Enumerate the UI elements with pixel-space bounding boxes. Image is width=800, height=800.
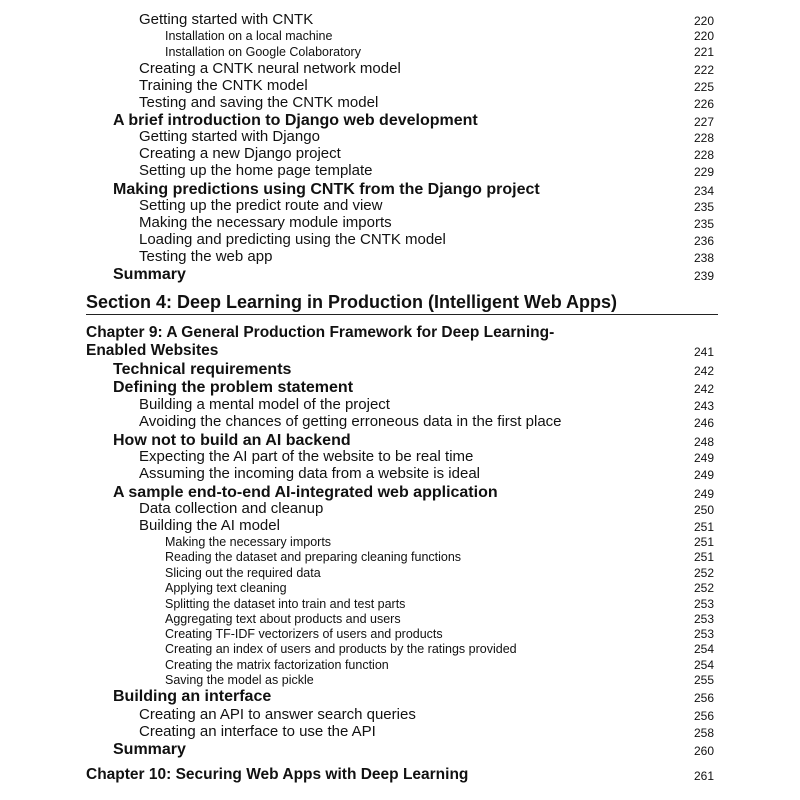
toc-entry-title: A sample end-to-end AI-integrated web application	[113, 484, 498, 501]
toc-entry-page-number: 226	[693, 97, 714, 111]
toc-entry-page-number: 228	[693, 131, 714, 145]
toc-entry-title: Training the CNTK model	[139, 77, 308, 94]
toc-entry-page-number: 251	[693, 550, 714, 564]
toc-entry-title: Saving the model as pickle	[165, 673, 314, 687]
toc-entry-title: Summary	[113, 266, 186, 283]
toc-entry-title: Chapter 9: A General Production Framework for Deep Learning-	[86, 324, 555, 341]
toc-entry-page-number: 251	[693, 520, 714, 534]
toc-entry-title: How not to build an AI backend	[113, 432, 351, 449]
toc-entry-page-number: 255	[693, 673, 714, 687]
toc-entry-page-number: 249	[693, 468, 714, 482]
toc-entry-page-number: 235	[693, 217, 714, 231]
toc-entry-title: Creating an interface to use the API	[139, 723, 376, 740]
toc-entry-page-number: 252	[693, 581, 714, 595]
toc-entry-title: Getting started with Django	[139, 128, 320, 145]
toc-entry-title: Assuming the incoming data from a website is ideal	[139, 465, 481, 482]
toc-entry-title: Slicing out the required data	[165, 566, 321, 580]
toc-entry-title: A brief introduction to Django web development	[113, 112, 478, 129]
toc-entry-title: Getting started with CNTK	[139, 11, 314, 28]
toc-entry-page-number: 242	[693, 382, 714, 396]
toc-entry-page-number: 227	[693, 115, 714, 129]
toc-entry-page-number: 228	[693, 148, 714, 162]
toc-entry-title: Creating the matrix factorization function	[165, 658, 389, 672]
toc-entry-page-number: 234	[693, 184, 714, 198]
toc-entry-title: Creating an index of users and products by the ratings provided	[165, 642, 517, 656]
toc-entry-title: Defining the problem statement	[113, 379, 354, 396]
toc-entry-title: Enabled Websites	[86, 342, 219, 359]
toc-entry-page-number: 249	[693, 487, 714, 501]
toc-entry-title: Installation on a local machine	[165, 29, 333, 43]
toc-entry-page-number: 250	[693, 503, 714, 517]
toc-entry-page-number: 251	[693, 535, 714, 549]
toc-entry-page-number: 243	[693, 399, 714, 413]
toc-entry-page-number: 236	[693, 234, 714, 248]
toc-entry-page-number: 220	[693, 14, 714, 28]
toc-entry-title: Creating a new Django project	[139, 145, 341, 162]
toc-entry-title: Technical requirements	[113, 361, 292, 378]
toc-entry-title: Applying text cleaning	[165, 581, 287, 595]
toc-entry-page-number: 261	[693, 769, 714, 783]
toc-entry-page-number: 258	[693, 726, 714, 740]
toc-entry-page-number: 253	[693, 597, 714, 611]
toc-entry-title: Chapter 10: Securing Web Apps with Deep Learning	[86, 766, 469, 783]
toc-entry-title: Making the necessary imports	[165, 535, 332, 549]
toc-entry-page-number: 221	[693, 45, 714, 59]
toc-entry-title: Setting up the predict route and view	[139, 197, 383, 214]
toc-entry-page-number: 225	[693, 80, 714, 94]
toc-entry-page-number: 260	[693, 744, 714, 758]
toc-entry-page-number: 252	[693, 566, 714, 580]
toc-entry-title: Building a mental model of the project	[139, 396, 390, 413]
toc-entry-page-number: 256	[693, 691, 714, 705]
toc-entry-page-number: 242	[693, 364, 714, 378]
toc-entry-title: Aggregating text about products and users	[165, 612, 401, 626]
toc-entry-page-number: 248	[693, 435, 714, 449]
toc-entry-title: Making predictions using CNTK from the Django project	[113, 181, 540, 198]
toc-entry-page-number: 253	[693, 627, 714, 641]
toc-entry-title: Summary	[113, 741, 186, 758]
toc-entry-title: Installation on Google Colaboratory	[165, 45, 361, 59]
toc-entry-title: Setting up the home page template	[139, 162, 373, 179]
toc-entry-title: Reading the dataset and preparing cleaning functions	[165, 550, 462, 564]
toc-entry-title: Building the AI model	[139, 517, 280, 534]
toc-entry-title: Splitting the dataset into train and test parts	[165, 597, 406, 611]
section-divider	[86, 314, 718, 315]
toc-entry-page-number: 229	[693, 165, 714, 179]
toc-entry-page-number: 222	[693, 63, 714, 77]
toc-entry-title: Testing the web app	[139, 248, 273, 265]
toc-entry-page-number: 238	[693, 251, 714, 265]
toc-entry-page-number: 220	[693, 29, 714, 43]
toc-entry-page-number: 256	[693, 709, 714, 723]
toc-entry-title: Creating an API to answer search queries	[139, 706, 416, 723]
toc-entry-title: Building an interface	[113, 688, 272, 705]
toc-entry-title: Expecting the AI part of the website to be real time	[139, 448, 474, 465]
toc-entry-title: Avoiding the chances of getting erroneous data in the first place	[139, 413, 562, 430]
toc-entry-title: Testing and saving the CNTK model	[139, 94, 379, 111]
toc-entry-page-number: 254	[693, 658, 714, 672]
toc-entry-page-number: 246	[693, 416, 714, 430]
toc-entry-title: Loading and predicting using the CNTK model	[139, 231, 446, 248]
toc-entry-page-number: 249	[693, 451, 714, 465]
toc-entry-title: Making the necessary module imports	[139, 214, 392, 231]
toc-entry-title: Section 4: Deep Learning in Production (Intelligent Web Apps)	[86, 292, 618, 312]
toc-entry-title: Data collection and cleanup	[139, 500, 324, 517]
toc-entry-title: Creating a CNTK neural network model	[139, 60, 401, 77]
toc-entry-page-number: 254	[693, 642, 714, 656]
toc-entry-page-number: 253	[693, 612, 714, 626]
toc-entry-page-number: 239	[693, 269, 714, 283]
toc-entry-page-number: 241	[693, 345, 714, 359]
toc-entry-page-number: 235	[693, 200, 714, 214]
toc-entry-title: Creating TF-IDF vectorizers of users and products	[165, 627, 443, 641]
